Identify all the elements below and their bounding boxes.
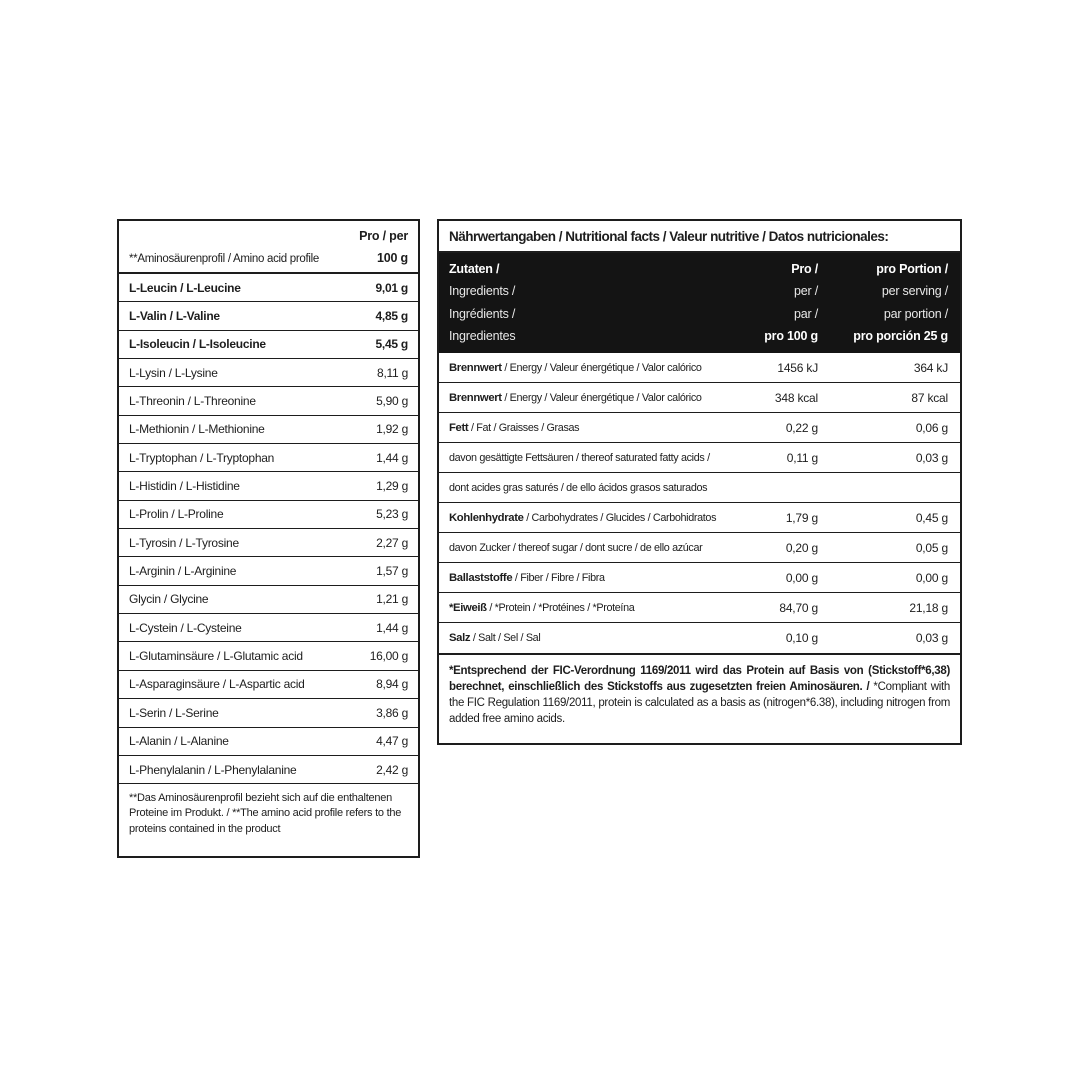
nutrition-footnote xyxy=(439,653,960,735)
row-value: 8,11 g xyxy=(377,365,408,380)
header-col-per-portion xyxy=(818,259,948,347)
table-row xyxy=(119,699,418,727)
header-line: Ingrédients / xyxy=(449,306,516,321)
table-row xyxy=(439,533,960,563)
row-label: L-Cystein / L-Cysteine xyxy=(129,620,242,635)
table-row xyxy=(119,671,418,699)
row-value-per-portion: 0,03 g xyxy=(915,450,948,465)
table-row xyxy=(119,614,418,642)
row-label: L-Serin / L-Serine xyxy=(129,705,219,720)
table-row xyxy=(439,383,960,413)
table-row xyxy=(119,302,418,330)
row-label: L-Leucin / L-Leucine xyxy=(129,280,241,295)
row-label: L-Asparaginsäure / L-Aspartic acid xyxy=(129,677,305,692)
table-row xyxy=(119,728,418,756)
row-label: Ballaststoffe / Fiber / Fibre / Fibra xyxy=(449,571,605,584)
amino-header-row xyxy=(129,247,408,270)
amino-table-header xyxy=(119,221,418,274)
row-value-per-portion: 0,05 g xyxy=(915,540,948,555)
row-value-per-100g: 0,00 g xyxy=(785,570,818,585)
table-row xyxy=(119,586,418,614)
table-row xyxy=(439,563,960,593)
header-line: pro 100 g xyxy=(764,328,818,343)
row-value-per-100g: 84,70 g xyxy=(779,600,818,615)
row-label: L-Lysin / L-Lysine xyxy=(129,365,218,380)
row-label: Brennwert / Energy / Valeur énergétique / Valor calórico xyxy=(449,391,702,404)
row-label: Brennwert / Energy / Valeur énergétique / Valor calórico xyxy=(449,361,702,374)
row-label: L-Valin / L-Valine xyxy=(129,309,220,324)
row-label: Kohlenhydrate / Carbohydrates / Glucides / Carbohidratos xyxy=(449,511,717,524)
nutrition-facts-table xyxy=(437,219,962,745)
table-row xyxy=(119,642,418,670)
nutrition-title: Nährwertangaben / Nutritional facts / Valeur nutritive / Datos nutricionales: xyxy=(439,221,960,253)
row-value: 2,27 g xyxy=(376,535,408,550)
row-label: L-Glutaminsäure / L-Glutamic acid xyxy=(129,649,303,664)
row-value: 5,23 g xyxy=(376,507,408,522)
table-row xyxy=(439,623,960,653)
row-label: L-Methionin / L-Methionine xyxy=(129,422,265,437)
row-label: L-Prolin / L-Proline xyxy=(129,507,224,522)
table-row xyxy=(439,503,960,533)
header-line: par / xyxy=(793,306,818,321)
row-value: 1,29 g xyxy=(376,479,408,494)
header-line: per serving / xyxy=(881,284,948,299)
table-row xyxy=(119,274,418,302)
row-value: 1,92 g xyxy=(376,422,408,437)
row-value-per-portion: 0,45 g xyxy=(915,510,948,525)
header-line: pro porción 25 g xyxy=(853,328,948,343)
table-row xyxy=(439,413,960,443)
header-line: per / xyxy=(793,284,818,299)
row-value-per-100g: 0,22 g xyxy=(785,420,818,435)
header-line: par portion / xyxy=(883,306,948,321)
row-value-per-100g: 1456 kJ xyxy=(777,360,818,375)
row-value: 1,44 g xyxy=(376,620,408,635)
row-value-per-portion: 364 kJ xyxy=(913,360,948,375)
row-value-per-portion: 0,06 g xyxy=(915,420,948,435)
amino-profile-label: **Aminosäurenprofil / Amino acid profile xyxy=(129,253,319,265)
row-value: 1,21 g xyxy=(376,592,408,607)
row-value-per-100g: 0,10 g xyxy=(785,631,818,645)
nutrition-rows-container xyxy=(439,353,960,653)
header-line: Ingredientes xyxy=(449,328,516,343)
row-label: L-Alanin / L-Alanine xyxy=(129,734,229,749)
table-row xyxy=(119,387,418,415)
amino-amount-header: 100 g xyxy=(377,251,408,265)
row-value: 3,86 g xyxy=(376,705,408,720)
header-line: Pro / xyxy=(791,262,818,276)
row-value-per-100g: 0,20 g xyxy=(785,540,818,555)
table-row xyxy=(119,529,418,557)
table-row xyxy=(119,557,418,585)
row-label: L-Arginin / L-Arginine xyxy=(129,564,237,579)
row-value: 4,85 g xyxy=(375,309,408,324)
row-label: L-Phenylalanin / L-Phenylalanine xyxy=(129,762,297,777)
row-value: 4,47 g xyxy=(376,734,408,749)
amino-footnote: **Das Aminosäurenprofil bezieht sich auf die enthaltenen Proteine im Produkt. / **The amino acid profile refers to the proteins contained in the product xyxy=(129,792,402,835)
row-value-per-100g: 0,11 g xyxy=(786,450,818,465)
footnote-english: *Compliant with the FIC Regulation 1169/2011, protein is calculated as a basis as (nitrogen*6.38), including nitrogen from added free amino acids. xyxy=(449,681,950,726)
row-value-per-portion: 87 kcal xyxy=(911,390,948,405)
table-row xyxy=(119,416,418,444)
row-label: davon gesättigte Fettsäuren / thereof saturated fatty acids / xyxy=(449,451,710,464)
table-row xyxy=(439,353,960,383)
header-line: Zutaten / xyxy=(449,262,500,276)
row-label: *Eiweiß / *Protein / *Protéines / *Proteína xyxy=(449,601,635,614)
amino-acid-table xyxy=(117,219,420,858)
amino-col-header: Pro / per xyxy=(359,229,408,243)
row-label: Salz / Salt / Sel / Sal xyxy=(449,632,541,644)
table-row xyxy=(439,443,960,473)
row-value: 5,45 g xyxy=(375,337,408,352)
header-col-per-100g xyxy=(708,259,818,347)
header-line: Ingredients / xyxy=(449,284,516,299)
row-value-per-portion: 0,00 g xyxy=(915,570,948,585)
row-value-per-portion: 21,18 g xyxy=(909,600,948,615)
row-value: 16,00 g xyxy=(369,649,408,664)
row-value: 1,44 g xyxy=(376,450,408,465)
row-label: Fett / Fat / Graisses / Grasas xyxy=(449,421,580,434)
table-row xyxy=(119,444,418,472)
row-value: 8,94 g xyxy=(376,677,408,692)
table-row xyxy=(439,473,960,503)
row-label: Glycin / Glycine xyxy=(129,592,209,607)
row-value-per-100g: 1,79 g xyxy=(785,510,818,525)
row-label: dont acides gras saturés / de ello ácidos grasos saturados xyxy=(449,481,708,494)
row-value: 2,42 g xyxy=(376,762,408,777)
table-row xyxy=(119,472,418,500)
row-value-per-100g: 348 kcal xyxy=(774,390,818,405)
table-row xyxy=(119,331,418,359)
table-row xyxy=(119,359,418,387)
row-label: L-Tryptophan / L-Tryptophan xyxy=(129,450,275,465)
row-label: L-Threonin / L-Threonine xyxy=(129,394,256,409)
row-value: 9,01 g xyxy=(375,280,408,295)
footnote-german: *Entsprechend der FIC-Verordnung 1169/2011 wird das Protein auf Basis von (Stickstoff*6,38) berechnet, einschließlich des Stickstoffs aus zugesetzten freien Aminosäuren. / xyxy=(449,665,950,694)
row-label: L-Tyrosin / L-Tyrosine xyxy=(129,535,239,550)
amino-rows-container xyxy=(119,274,418,784)
table-row xyxy=(119,756,418,784)
row-value: 1,57 g xyxy=(376,564,408,579)
row-value: 5,90 g xyxy=(376,394,408,409)
row-label: L-Histidin / L-Histidine xyxy=(129,479,240,494)
nutrition-header-band xyxy=(439,253,960,353)
table-row xyxy=(439,593,960,623)
row-value-per-portion: 0,03 g xyxy=(915,631,948,645)
header-col-ingredients xyxy=(449,259,708,347)
table-row xyxy=(119,501,418,529)
header-line: pro Portion / xyxy=(876,262,948,276)
row-label: davon Zucker / thereof sugar / dont sucre / de ello azúcar xyxy=(449,541,703,554)
row-label: L-Isoleucin / L-Isoleucine xyxy=(129,337,266,352)
